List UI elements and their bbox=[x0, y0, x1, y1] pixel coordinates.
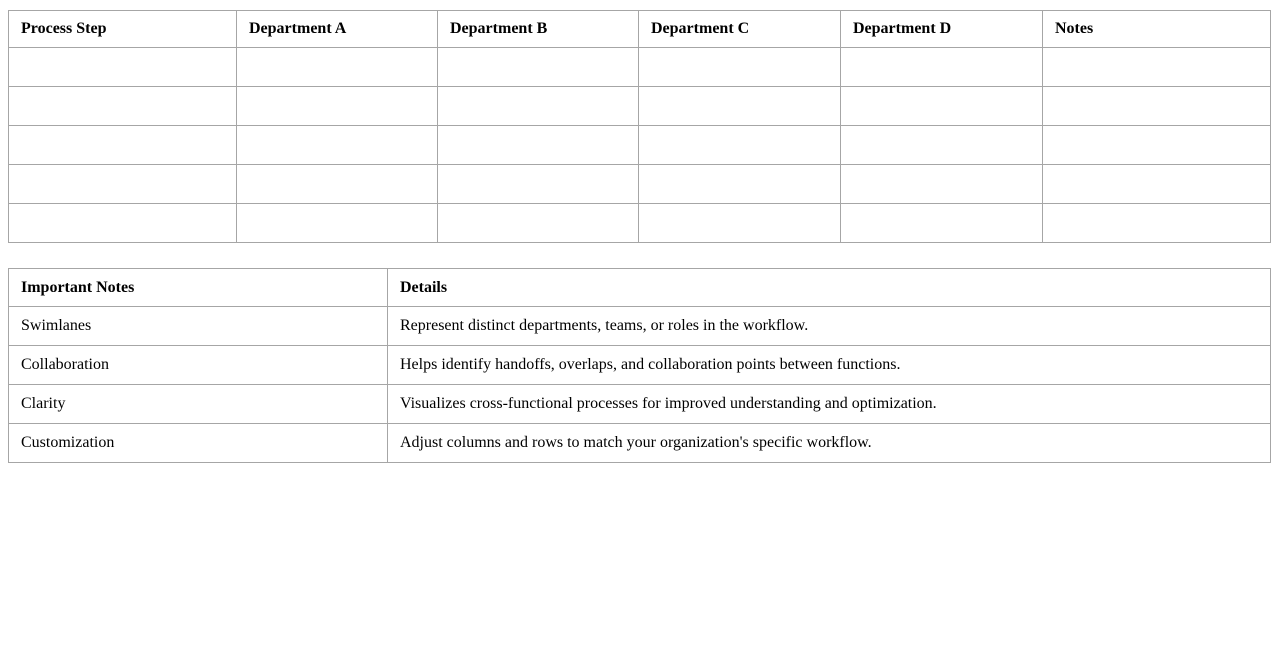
table-row bbox=[9, 48, 1271, 87]
table-row bbox=[9, 204, 1271, 243]
table-cell bbox=[1043, 48, 1271, 87]
note-detail: Visualizes cross-functional processes for improved understanding and optimization. bbox=[388, 385, 1271, 424]
table-row bbox=[9, 165, 1271, 204]
table-row bbox=[9, 126, 1271, 165]
note-detail: Represent distinct departments, teams, or roles in the workflow. bbox=[388, 307, 1271, 346]
notes-table-body bbox=[9, 307, 1271, 463]
process-swimlane-table bbox=[8, 10, 1271, 243]
table-cell bbox=[9, 48, 237, 87]
note-detail: Helps identify handoffs, overlaps, and collaboration points between functions. bbox=[388, 346, 1271, 385]
column-header-details: Details bbox=[388, 269, 1271, 307]
table-cell bbox=[237, 48, 438, 87]
table-cell bbox=[639, 165, 841, 204]
column-header-process-step: Process Step bbox=[9, 11, 237, 48]
table-cell bbox=[438, 204, 639, 243]
table-cell bbox=[9, 87, 237, 126]
note-label: Customization bbox=[9, 424, 388, 463]
table-row-customization bbox=[9, 424, 1271, 463]
column-header-department-b: Department B bbox=[438, 11, 639, 48]
table-cell bbox=[237, 87, 438, 126]
table-cell bbox=[237, 126, 438, 165]
table-cell bbox=[639, 48, 841, 87]
table-cell bbox=[841, 48, 1043, 87]
column-header-notes: Notes bbox=[1043, 11, 1271, 48]
column-header-important-notes: Important Notes bbox=[9, 269, 388, 307]
table-cell bbox=[1043, 204, 1271, 243]
table-cell bbox=[438, 87, 639, 126]
table-cell bbox=[438, 165, 639, 204]
note-label: Clarity bbox=[9, 385, 388, 424]
table-cell bbox=[438, 126, 639, 165]
table-row bbox=[9, 87, 1271, 126]
notes-table-header-row bbox=[9, 269, 1271, 307]
table-cell bbox=[841, 204, 1043, 243]
table-cell bbox=[841, 165, 1043, 204]
table-row-swimlanes bbox=[9, 307, 1271, 346]
process-table-header-row bbox=[9, 11, 1271, 48]
column-header-department-a: Department A bbox=[237, 11, 438, 48]
table-cell bbox=[9, 126, 237, 165]
note-detail: Adjust columns and rows to match your organization's specific workflow. bbox=[388, 424, 1271, 463]
table-cell bbox=[237, 165, 438, 204]
table-cell bbox=[841, 126, 1043, 165]
table-cell bbox=[1043, 126, 1271, 165]
important-notes-table bbox=[8, 268, 1271, 463]
table-cell bbox=[639, 87, 841, 126]
note-label: Collaboration bbox=[9, 346, 388, 385]
table-cell bbox=[237, 204, 438, 243]
table-cell bbox=[639, 204, 841, 243]
table-cell bbox=[9, 165, 237, 204]
process-table-body bbox=[9, 48, 1271, 243]
column-header-department-c: Department C bbox=[639, 11, 841, 48]
table-row-clarity bbox=[9, 385, 1271, 424]
table-row-collaboration bbox=[9, 346, 1271, 385]
table-cell bbox=[1043, 165, 1271, 204]
note-label: Swimlanes bbox=[9, 307, 388, 346]
table-cell bbox=[639, 126, 841, 165]
table-cell bbox=[438, 48, 639, 87]
table-cell bbox=[9, 204, 237, 243]
table-cell bbox=[841, 87, 1043, 126]
column-header-department-d: Department D bbox=[841, 11, 1043, 48]
table-cell bbox=[1043, 87, 1271, 126]
